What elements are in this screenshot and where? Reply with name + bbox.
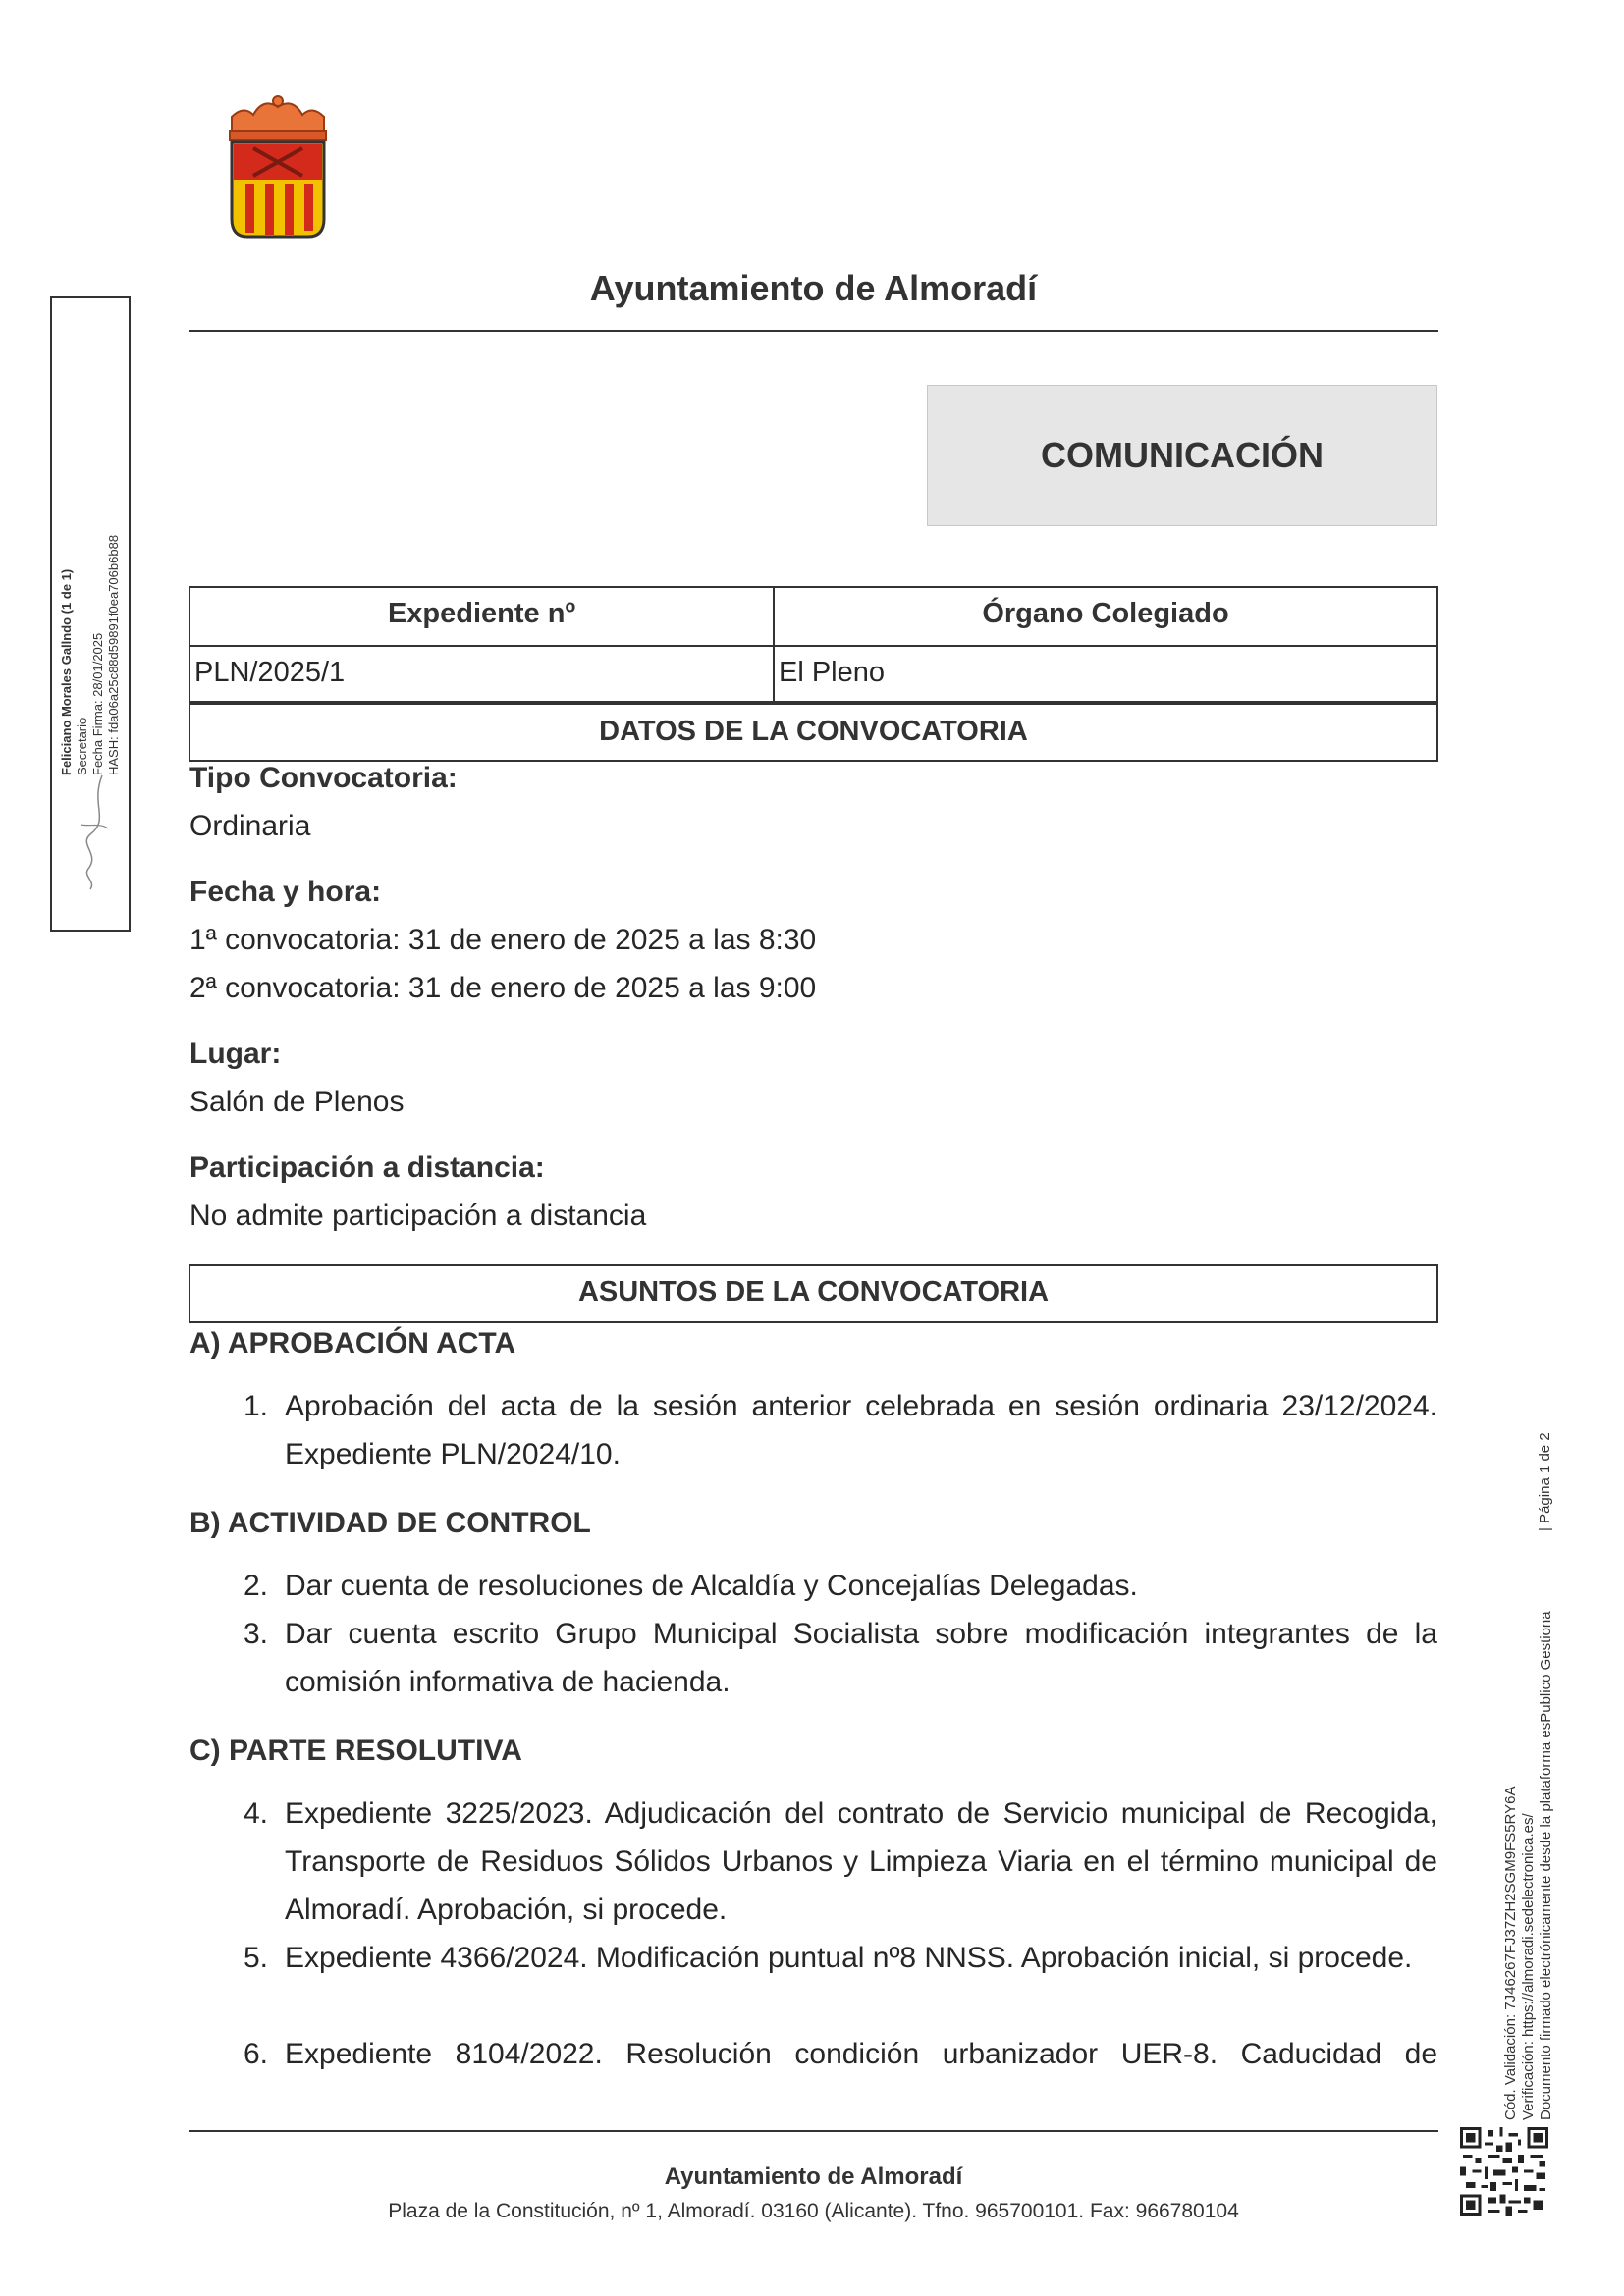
section-b-heading: B) ACTIVIDAD DE CONTROL: [189, 1507, 591, 1539]
list-item: [244, 2030, 1437, 2078]
footer-address: Plaza de la Constitución, nº 1, Almoradí. 03160 (Alicante). Tfno. 965700101. Fax: 966780104: [388, 2200, 1239, 2222]
coat-of-arms-icon: [224, 93, 332, 240]
validation-code: Cód. Validación: 7J46267FJ37ZH2SGM9FS5RY6A: [1502, 1786, 1519, 2120]
page-number: Página 1 de 2: [1537, 1432, 1553, 1523]
signature-date: Fecha Firma: 28/01/2025: [90, 632, 105, 775]
footer-divider: [189, 2130, 1438, 2132]
item-text: Expediente 4366/2024. Modificación puntual nº8 NNSS. Aprobación inicial, si procede.: [285, 1942, 1413, 1974]
qr-code-icon: [1460, 2127, 1548, 2216]
item-text: Expediente 8104/2022. Resolución condición urbanizador UER-8. Caducidad de: [285, 2038, 1437, 2070]
item-number: 2.: [244, 1570, 269, 1602]
tipo-label: Tipo Convocatoria:: [189, 762, 458, 794]
signature-scribble-icon: [61, 766, 120, 893]
item-number: 4.: [244, 1797, 269, 1830]
participacion-label: Participación a distancia:: [189, 1151, 545, 1184]
signature-hash: HASH: fda06a25c88d59891f0ea706b6b88: [106, 534, 121, 775]
item-text: Dar cuenta de resoluciones de Alcaldía y Concejalías Delegadas.: [285, 1570, 1138, 1602]
fecha-primera: 1ª convocatoria: 31 de enero de 2025 a las 8:30: [189, 924, 817, 956]
item-number: 1.: [244, 1390, 269, 1422]
item-text: Expediente 3225/2023. Adjudicación del contrato de Servicio municipal de Recogida, Transporte de Residuos Sólidos Urbanos y Limpieza Viaria en el término municipal de Almoradí. Aprobación, si procede.: [285, 1797, 1437, 1926]
table-cell-organo: El Pleno: [779, 657, 886, 688]
list-item: [244, 1562, 1437, 1610]
signer-name: Feliciano Morales Gallndo (1 de 1): [59, 568, 74, 775]
fecha-label: Fecha y hora:: [189, 876, 382, 908]
lugar-value: Salón de Plenos: [189, 1086, 405, 1118]
signer-role: Secretario: [75, 717, 89, 775]
asuntos-section-header: ASUNTOS DE LA CONVOCATORIA: [189, 1264, 1438, 1323]
lugar-label: Lugar:: [189, 1038, 282, 1070]
table-header-expediente: Expediente nº: [387, 598, 576, 629]
communication-box: [927, 385, 1437, 526]
table-header-organo: Órgano Colegiado: [982, 598, 1229, 629]
page-title: Ayuntamiento de Almoradí: [589, 268, 1038, 308]
fecha-segunda: 2ª convocatoria: 31 de enero de 2025 a las 9:00: [189, 972, 817, 1004]
participacion-value: No admite participación a distancia: [189, 1200, 647, 1232]
item-text: Dar cuenta escrito Grupo Municipal Socialista sobre modificación integrantes de la comisión informativa de hacienda.: [285, 1618, 1437, 1698]
list-item: [244, 1934, 1437, 1982]
signature-text: [59, 363, 122, 775]
validation-text: [1502, 1374, 1555, 2120]
list-item: [244, 1382, 1437, 1478]
verification-url: Verificación: https://almoradi.sedelectronica.es/: [1520, 1813, 1537, 2120]
communication-label: COMUNICACIÓN: [1041, 435, 1324, 475]
item-text: Aprobación del acta de la sesión anterior celebrada en sesión ordinaria 23/12/2024. Expediente PLN/2024/10.: [285, 1390, 1437, 1470]
section-c-heading: C) PARTE RESOLUTIVA: [189, 1735, 522, 1767]
header-divider: [189, 330, 1438, 332]
tipo-value: Ordinaria: [189, 810, 311, 842]
item-number: 3.: [244, 1618, 269, 1650]
table-cell-expediente: PLN/2025/1: [194, 657, 346, 688]
datos-section-header: DATOS DE LA CONVOCATORIA: [189, 703, 1438, 762]
page-indicator: | Página 1 de 2: [1537, 1432, 1553, 1531]
list-item: [244, 1610, 1437, 1706]
item-number: 5.: [244, 1942, 269, 1974]
section-a-heading: A) APROBACIÓN ACTA: [189, 1327, 516, 1360]
footer-organization: Ayuntamiento de Almoradí: [664, 2163, 963, 2190]
expediente-table: [189, 586, 1438, 703]
list-item: [244, 1789, 1437, 1934]
item-number: 6.: [244, 2038, 269, 2070]
electronic-signature-note: Documento firmado electrónicamente desde la plataforma esPublico Gestiona: [1538, 1611, 1554, 2120]
